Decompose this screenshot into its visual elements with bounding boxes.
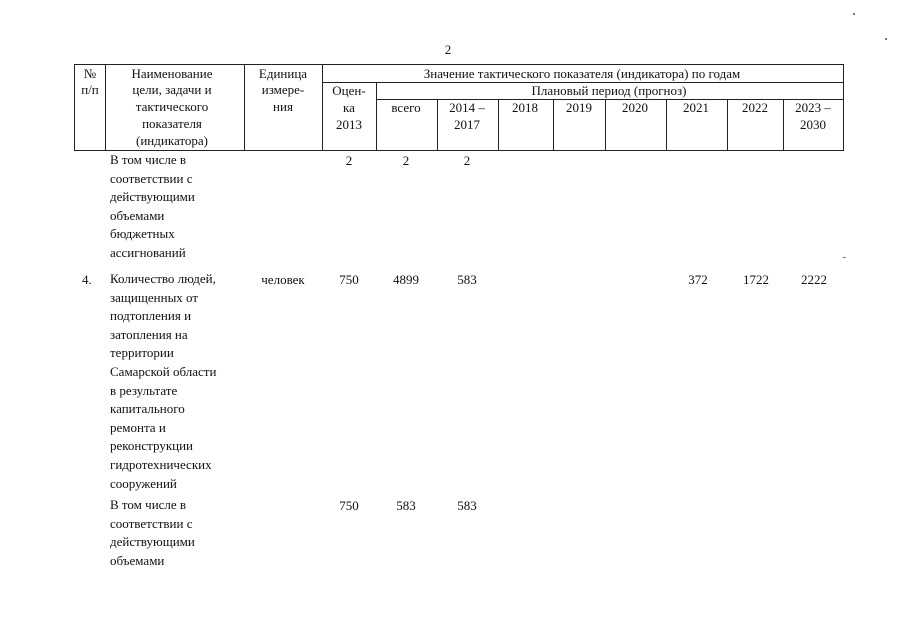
header-estimate-line: ка bbox=[343, 100, 355, 115]
row-number: 4. bbox=[82, 272, 92, 287]
col-border bbox=[605, 99, 606, 151]
row-2021: 372 bbox=[688, 272, 708, 287]
row-2023-2030: 2222 bbox=[801, 272, 827, 287]
header-name-line: тактического bbox=[135, 99, 209, 114]
row-total: 4899 bbox=[393, 272, 419, 287]
row-name-line: действующими bbox=[110, 534, 195, 550]
header-name-line: (индикатора) bbox=[136, 133, 208, 148]
row-name-line: Количество людей, bbox=[110, 271, 216, 286]
header-2021: 2021 bbox=[683, 100, 709, 115]
col-border bbox=[727, 99, 728, 151]
col-border bbox=[666, 99, 667, 151]
header-estimate-line: 2013 bbox=[336, 117, 362, 132]
row-estimate: 750 bbox=[339, 272, 359, 287]
row-name-line: соответствии с bbox=[110, 515, 193, 531]
header-no-line1: № bbox=[83, 66, 97, 81]
header-2014-2017-line1: 2014 – bbox=[449, 100, 485, 115]
col-border bbox=[244, 64, 245, 151]
row-name-line: гидротехнических bbox=[110, 456, 212, 472]
row-name-line: затопления на bbox=[110, 326, 188, 342]
row-estimate: 2 bbox=[345, 153, 353, 168]
header-name-line: Наименование bbox=[131, 66, 213, 81]
row-2014-2017: 583 bbox=[457, 498, 477, 513]
row-name-line: в результате bbox=[110, 382, 178, 398]
scan-speck bbox=[885, 38, 887, 40]
header-name-line: показателя bbox=[142, 116, 202, 131]
row-name-line: действующими bbox=[110, 189, 195, 205]
row-name-line: капитального bbox=[110, 401, 185, 417]
header-unit-line: ния bbox=[273, 99, 293, 114]
row-name-cell bbox=[110, 151, 195, 263]
header-2014-2017-line2: 2017 bbox=[454, 117, 480, 132]
header-2023-2030-line1: 2023 – bbox=[795, 100, 831, 115]
page-number: 2 bbox=[444, 42, 452, 57]
row-2014-2017: 583 bbox=[457, 272, 477, 287]
scan-speck bbox=[853, 13, 855, 15]
header-unit-line: Единица bbox=[258, 66, 308, 81]
header-2018: 2018 bbox=[512, 100, 538, 115]
header-2022: 2022 bbox=[742, 100, 768, 115]
header-group-title: Значение тактического показателя (индикатора) по годам bbox=[423, 66, 741, 81]
header-name-line: цели, задачи и bbox=[132, 82, 212, 97]
col-border bbox=[105, 64, 106, 151]
col-border bbox=[376, 82, 377, 151]
col-border bbox=[322, 64, 323, 151]
row-name-line: Самарской области bbox=[110, 363, 217, 379]
row-name-line: В том числе в bbox=[110, 497, 187, 512]
row-name-line: В том числе в bbox=[110, 152, 187, 167]
col-border bbox=[843, 64, 844, 151]
row-2014-2017: 2 bbox=[463, 153, 471, 168]
row-name-line: реконструкции bbox=[110, 438, 194, 454]
planned-title-border bbox=[376, 99, 843, 100]
row-total: 583 bbox=[396, 498, 416, 513]
row-name-line: ремонта и bbox=[110, 419, 166, 435]
row-name-line: сооружений bbox=[110, 475, 177, 491]
header-total: всего bbox=[391, 100, 421, 115]
col-border bbox=[74, 64, 75, 151]
col-border bbox=[437, 99, 438, 151]
col-border bbox=[498, 99, 499, 151]
header-planned-title: Плановый период (прогноз) bbox=[531, 83, 687, 98]
header-2019: 2019 bbox=[566, 100, 592, 115]
row-name-line: бюджетных bbox=[110, 226, 175, 242]
row-estimate: 750 bbox=[339, 498, 359, 513]
row-total: 2 bbox=[402, 153, 410, 168]
row-name-line: объемами bbox=[110, 207, 165, 223]
row-name-cell bbox=[110, 270, 216, 493]
row-name-line: территории bbox=[110, 345, 174, 361]
row-name-cell bbox=[110, 496, 195, 570]
col-border bbox=[553, 99, 554, 151]
header-2020: 2020 bbox=[622, 100, 648, 115]
row-name-line: защищенных от bbox=[110, 289, 199, 305]
header-no-line2: п/п bbox=[81, 82, 99, 97]
scan-speck bbox=[843, 257, 846, 258]
row-name-line: объемами bbox=[110, 552, 165, 568]
row-unit: человек bbox=[261, 272, 305, 287]
header-estimate-line: Оцен- bbox=[332, 83, 366, 98]
header-top-border bbox=[74, 64, 843, 65]
row-name-line: подтопления и bbox=[110, 308, 192, 324]
col-border bbox=[783, 99, 784, 151]
header-unit-line: измере- bbox=[261, 82, 305, 97]
header-2023-2030-line2: 2030 bbox=[800, 117, 826, 132]
row-2022: 1722 bbox=[743, 272, 769, 287]
row-name-line: соответствии с bbox=[110, 170, 193, 186]
row-name-line: ассигнований bbox=[110, 244, 186, 260]
